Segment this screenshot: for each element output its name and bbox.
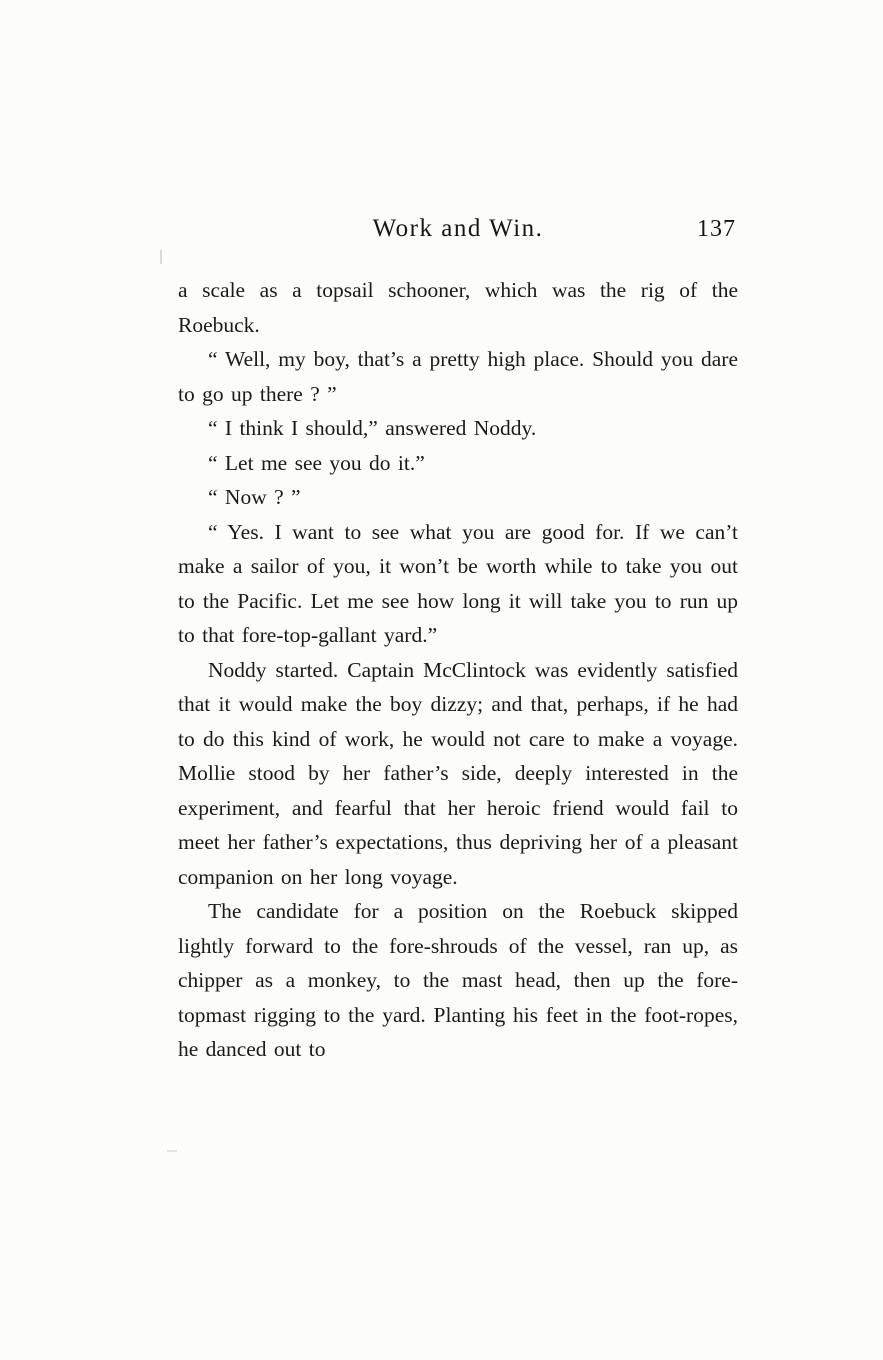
- paragraph: Noddy started. Captain McClintock was evidently satisfied that it would make the boy dizzy; and that, perhaps, if he had to do this kind of work, he would not care to make a voyage. Mollie stood by her father’s side, deeply interested in the experiment, and fearful that her heroic friend would fail to meet her father’s expectations, thus depriving her of a pleasant companion on her long voyage.: [178, 657, 738, 889]
- paragraph: “ Now ? ”: [208, 485, 301, 509]
- paragraph: “ I think I should,” answered Noddy.: [208, 416, 537, 440]
- page-number: 137: [697, 216, 736, 242]
- scan-artifact: [160, 250, 162, 264]
- paragraph: The candidate for a position on the Roebuck skipped lightly forward to the fore-shrouds of the vessel, ran up, as chipper as a monkey, to the mast head, then up the fore-topmast rigging to the yard. Planting his feet in the foot-ropes, he danced out to: [178, 899, 738, 1061]
- text-block: [178, 215, 738, 1067]
- paragraph: “ Yes. I want to see what you are good for. If we can’t make a sailor of you, it won’t be worth while to take you out to the Pacific. Let me see how long it will take you to run up to that fore-top-gallant yard.”: [178, 519, 738, 647]
- paragraph: “ Let me see you do it.”: [208, 450, 425, 475]
- paragraph: “ Well, my boy, that’s a pretty high place. Should you dare to go up there ? ”: [178, 347, 738, 406]
- paragraph: a scale as a topsail schooner, which was the rig of the Roebuck.: [178, 278, 738, 337]
- body-text: [178, 273, 738, 1067]
- running-header: [178, 215, 738, 259]
- running-title: Work and Win.: [372, 215, 544, 242]
- scan-artifact: [167, 1150, 177, 1152]
